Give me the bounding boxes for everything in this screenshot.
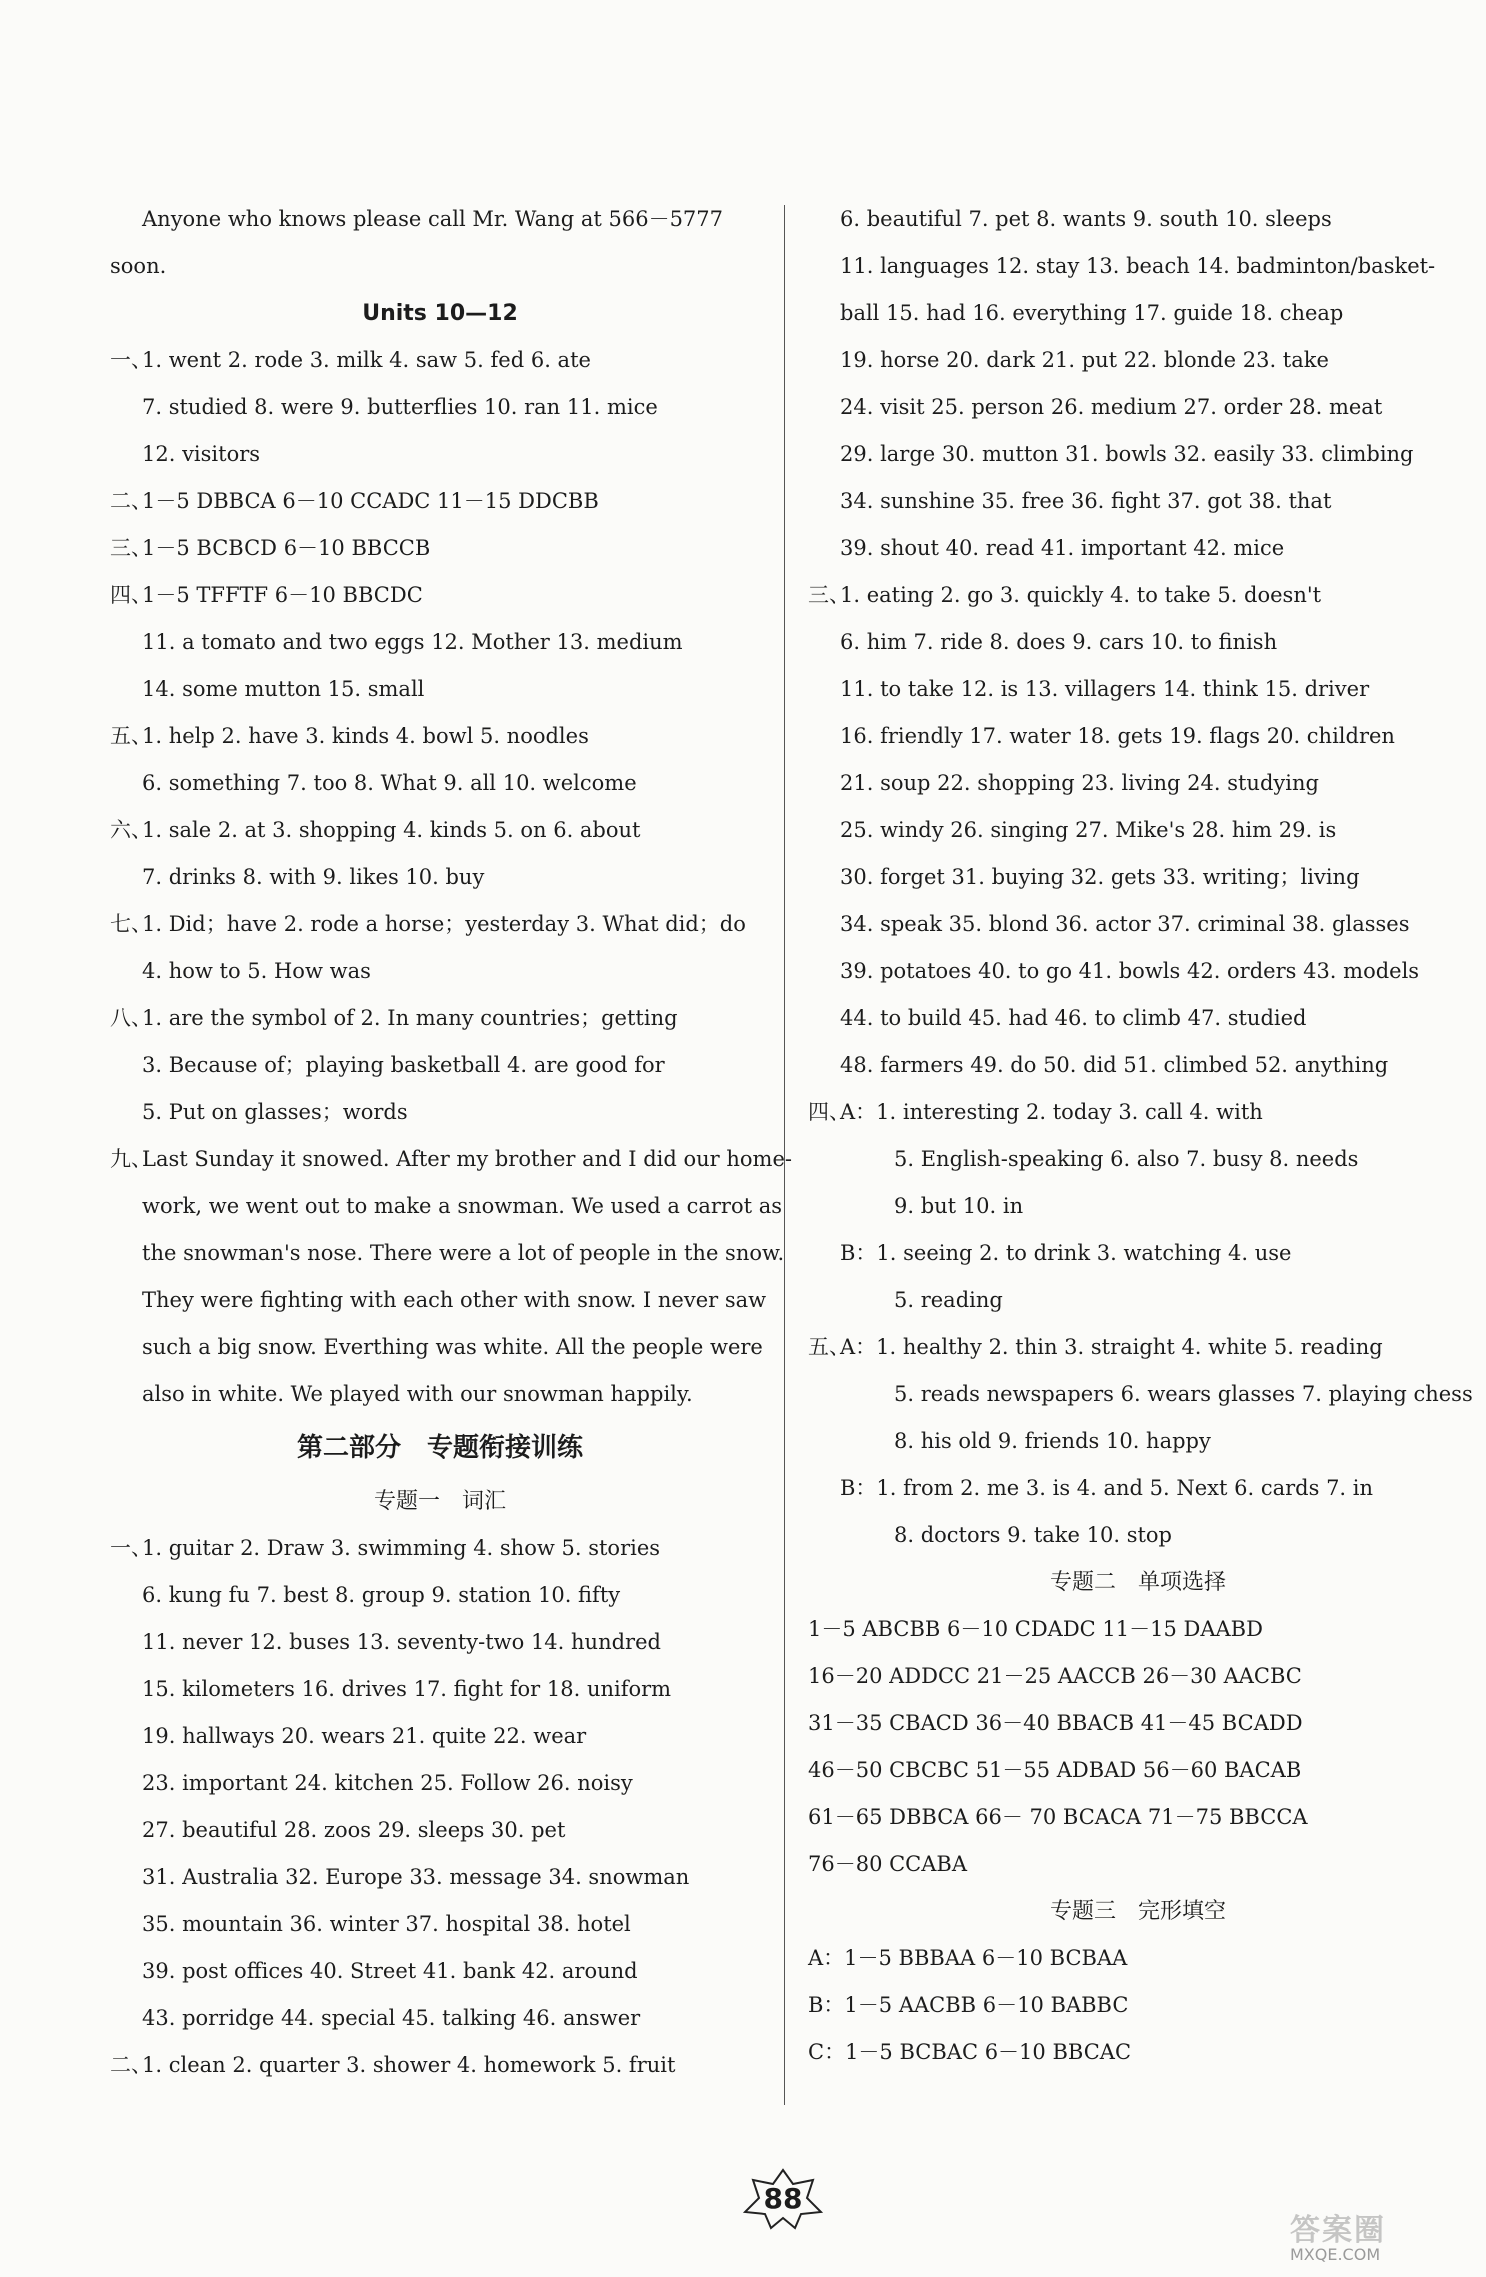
answer-line [808, 290, 1468, 337]
answer-line [110, 478, 770, 525]
line-text: 5. reading [894, 1288, 1003, 1312]
line-text: 6. something 7. too 8. What 9. all 10. welcome [142, 771, 637, 795]
answer-line [110, 243, 770, 290]
answer-line [808, 1747, 1468, 1794]
answer-line [110, 666, 770, 713]
answer-line [808, 1371, 1473, 1418]
answer-line [808, 1465, 1468, 1512]
answer-line [808, 1653, 1468, 1700]
line-text: 第二部分 专题衔接训练 [296, 1433, 583, 1463]
line-text: 专题一 词汇 [373, 1489, 506, 1514]
line-text: 23. important 24. kitchen 25. Follow 26. noisy [142, 1771, 633, 1795]
line-text: 35. mountain 36. winter 37. hospital 38. hotel [142, 1912, 631, 1936]
question-number: 一、 [110, 1536, 152, 1560]
line-text: 39. potatoes 40. to go 41. bowls 42. orders 43. models [840, 959, 1420, 983]
answer-line [110, 525, 770, 572]
question-number: 四、 [110, 583, 152, 607]
answer-line [110, 196, 770, 243]
answer-line [110, 1183, 783, 1230]
answer-line [110, 1324, 770, 1371]
line-text: 1. eating 2. go 3. quickly 4. to take 5. doesn't [840, 583, 1322, 607]
line-text: 34. speak 35. blond 36. actor 37. criminal 38. glasses [840, 912, 1410, 936]
line-text: 21. soup 22. shopping 23. living 24. studying [840, 771, 1319, 795]
line-text: 44. to build 45. had 46. to climb 47. studied [840, 1006, 1307, 1030]
answer-line [110, 901, 770, 948]
line-text: 24. visit 25. person 26. medium 27. order 28. meat [840, 395, 1383, 419]
answer-line [808, 525, 1468, 572]
line-text: 1. clean 2. quarter 3. shower 4. homework 5. fruit [142, 2053, 676, 2077]
answer-line [808, 431, 1468, 478]
line-text: 15. kilometers 16. drives 17. fight for 18. uniform [142, 1677, 672, 1701]
answer-line [110, 807, 770, 854]
question-number: 四、 [808, 1100, 850, 1124]
line-text: 3. Because of；playing basketball 4. are good for [142, 1053, 665, 1077]
line-text: 7. studied 8. were 9. butterflies 10. ran 11. mice [142, 395, 658, 419]
answer-line [808, 1136, 1468, 1183]
answer-line [808, 1418, 1468, 1465]
answer-line [110, 1995, 770, 2042]
line-text: 39. shout 40. read 41. important 42. mice [840, 536, 1285, 560]
answer-line [110, 948, 770, 995]
answer-line [110, 1042, 770, 1089]
line-text: 30. forget 31. buying 32. gets 33. writing；living [840, 865, 1360, 889]
section-heading [110, 1418, 770, 1478]
line-text: soon. [110, 254, 167, 278]
line-text: work, we went out to make a snowman. We used a carrot as [142, 1194, 783, 1218]
line-text: Units 10—12 [362, 301, 518, 326]
line-text: 11. to take 12. is 13. villagers 14. think 15. driver [840, 677, 1370, 701]
section-heading [110, 1478, 770, 1525]
answer-line [110, 854, 770, 901]
line-text: A：1. interesting 2. today 3. call 4. with [840, 1100, 1263, 1124]
line-text: 39. post offices 40. Street 41. bank 42. around [142, 1959, 638, 1983]
line-text: 1. went 2. rode 3. milk 4. saw 5. fed 6. ate [142, 348, 591, 372]
answer-line [110, 1572, 770, 1619]
answer-line [808, 1230, 1468, 1277]
line-text: 专题二 单项选择 [1049, 1570, 1226, 1595]
answer-line [808, 1794, 1468, 1841]
line-text: 1. guitar 2. Draw 3. swimming 4. show 5. stories [142, 1536, 661, 1560]
answer-line [808, 854, 1468, 901]
answer-line [110, 1807, 770, 1854]
answer-line [110, 384, 770, 431]
line-text: 76－80 CCABA [808, 1852, 968, 1876]
answer-line [110, 431, 770, 478]
page-number-text: 88 [763, 2182, 803, 2215]
question-number: 一、 [110, 348, 152, 372]
line-text: A：1. healthy 2. thin 3. straight 4. white 5. reading [840, 1335, 1383, 1359]
answer-line [110, 337, 770, 384]
answer-line [110, 1713, 770, 1760]
section-heading [808, 1888, 1468, 1935]
answer-line [808, 1982, 1468, 2029]
line-text: 5. Put on glasses；words [142, 1100, 408, 1124]
answer-line [808, 337, 1468, 384]
watermark-logo: 答案圈 [1290, 2213, 1386, 2248]
answer-line [110, 1277, 770, 1324]
answer-line [110, 1854, 770, 1901]
line-text: 61－65 DBBCA 66－ 70 BCACA 71－75 BBCCA [808, 1805, 1308, 1829]
answer-line [110, 1525, 770, 1572]
answer-line [110, 1230, 785, 1277]
line-text: 5. English-speaking 6. also 7. busy 8. needs [894, 1147, 1359, 1171]
left-column [110, 196, 792, 2089]
line-text: 6. him 7. ride 8. does 9. cars 10. to finish [840, 630, 1278, 654]
answer-line [808, 478, 1468, 525]
answer-line [110, 760, 770, 807]
line-text: 19. hallways 20. wears 21. quite 22. wear [142, 1724, 587, 1748]
answer-line [808, 1700, 1468, 1747]
line-text: 6. kung fu 7. best 8. group 9. station 10. fifty [142, 1583, 621, 1607]
line-text: 29. large 30. mutton 31. bowls 32. easily 33. climbing [840, 442, 1414, 466]
section-heading [808, 1559, 1468, 1606]
line-text: B：1. seeing 2. to drink 3. watching 4. use [840, 1241, 1292, 1265]
question-number: 七、 [110, 912, 152, 936]
line-text: 11. a tomato and two eggs 12. Mother 13. medium [142, 630, 683, 654]
line-text: such a big snow. Everthing was white. All the people were [142, 1335, 763, 1359]
line-text: the snowman's nose. There were a lot of people in the snow. [142, 1241, 785, 1265]
answer-line [110, 2042, 770, 2089]
section-heading [110, 290, 770, 337]
answer-line [808, 1606, 1468, 1653]
line-text: 6. beautiful 7. pet 8. wants 9. south 10. sleeps [840, 207, 1332, 231]
answer-line [808, 760, 1468, 807]
line-text: 专题三 完形填空 [1049, 1899, 1226, 1924]
line-text: 7. drinks 8. with 9. likes 10. buy [142, 865, 485, 889]
answer-line [110, 1089, 770, 1136]
question-number: 三、 [110, 536, 152, 560]
answer-line [808, 901, 1468, 948]
line-text: 11. never 12. buses 13. seventy-two 14. hundred [142, 1630, 661, 1654]
answer-line [110, 1666, 770, 1713]
line-text: 16－20 ADDCC 21－25 AACCB 26－30 AACBC [808, 1664, 1302, 1688]
question-number: 六、 [110, 818, 152, 842]
answer-line [808, 666, 1468, 713]
answer-line [808, 1042, 1468, 1089]
line-text: 48. farmers 49. do 50. did 51. climbed 52. anything [840, 1053, 1389, 1077]
line-text: Anyone who knows please call Mr. Wang at 566－5777 [142, 207, 724, 231]
answer-line [808, 807, 1468, 854]
line-text: 12. visitors [142, 442, 261, 466]
answer-line [808, 243, 1468, 290]
line-text: C：1－5 BCBAC 6－10 BBCAC [808, 2040, 1132, 2064]
answer-line [808, 1324, 1468, 1371]
line-text: 19. horse 20. dark 21. put 22. blonde 23. take [840, 348, 1329, 372]
answer-line [808, 2029, 1468, 2076]
answer-line [808, 572, 1468, 619]
line-text: also in white. We played with our snowman happily. [142, 1382, 693, 1406]
line-text: 1. help 2. have 3. kinds 4. bowl 5. noodles [142, 724, 589, 748]
answer-line [808, 384, 1468, 431]
line-text: 1. sale 2. at 3. shopping 4. kinds 5. on 6. about [142, 818, 641, 842]
answer-line [808, 1089, 1468, 1136]
right-column [808, 196, 1473, 2076]
line-text: 1－5 TFFTF 6－10 BBCDC [142, 583, 423, 607]
answer-line [110, 1760, 770, 1807]
answer-line [808, 1841, 1468, 1888]
line-text: 5. reads newspapers 6. wears glasses 7. playing chess [894, 1382, 1473, 1406]
line-text: 27. beautiful 28. zoos 29. sleeps 30. pet [142, 1818, 566, 1842]
answer-line [808, 713, 1468, 760]
line-text: 11. languages 12. stay 13. beach 14. badminton/basket- [840, 254, 1436, 278]
answer-line [110, 1948, 770, 1995]
line-text: 4. how to 5. How was [142, 959, 371, 983]
answer-line [110, 713, 770, 760]
line-text: 34. sunshine 35. free 36. fight 37. got 38. that [840, 489, 1332, 513]
answer-line [808, 1935, 1468, 1982]
question-number: 三、 [808, 583, 850, 607]
line-text: They were fighting with each other with snow. I never saw [142, 1288, 767, 1312]
column-divider [784, 205, 785, 2105]
watermark [1290, 2205, 1480, 2271]
answer-line [808, 995, 1468, 1042]
answer-line [110, 572, 770, 619]
answer-line [110, 619, 770, 666]
question-number: 八、 [110, 1006, 152, 1030]
page-number [743, 2168, 823, 2230]
question-number: 二、 [110, 2053, 152, 2077]
question-number: 九、 [110, 1147, 152, 1171]
line-text: 46－50 CBCBC 51－55 ADBAD 56－60 BACAB [808, 1758, 1302, 1782]
line-text: B：1－5 AACBB 6－10 BABBC [808, 1993, 1129, 2017]
line-text: 8. his old 9. friends 10. happy [894, 1429, 1211, 1453]
line-text: 1－5 ABCBB 6－10 CDADC 11－15 DAABD [808, 1617, 1263, 1641]
line-text: 8. doctors 9. take 10. stop [894, 1523, 1173, 1547]
answer-line [808, 1277, 1468, 1324]
line-text: ball 15. had 16. everything 17. guide 18. cheap [840, 301, 1344, 325]
line-text: 1. are the symbol of 2. In many countries；getting [142, 1006, 678, 1030]
answer-line [808, 948, 1468, 995]
answer-line [110, 1136, 792, 1183]
line-text: 1－5 BCBCD 6－10 BBCCB [142, 536, 431, 560]
line-text: 31－35 CBACD 36－40 BBACB 41－45 BCADD [808, 1711, 1303, 1735]
line-text: 31. Australia 32. Europe 33. message 34. snowman [142, 1865, 690, 1889]
answer-line [808, 619, 1468, 666]
watermark-url: MXQE.COM [1290, 2245, 1381, 2264]
line-text: 1. Did；have 2. rode a horse；yesterday 3. What did；do [142, 912, 746, 936]
line-text: 1－5 DBBCA 6－10 CCADC 11－15 DDCBB [142, 489, 599, 513]
answer-line [110, 1619, 770, 1666]
question-number: 二、 [110, 489, 152, 513]
line-text: B：1. from 2. me 3. is 4. and 5. Next 6. cards 7. in [840, 1476, 1374, 1500]
answer-line [110, 995, 770, 1042]
answer-line [110, 1371, 770, 1418]
line-text: 9. but 10. in [894, 1194, 1024, 1218]
answer-line [808, 1183, 1468, 1230]
question-number: 五、 [808, 1335, 850, 1359]
question-number: 五、 [110, 724, 152, 748]
answer-line [808, 196, 1468, 243]
line-text: 14. some mutton 15. small [142, 677, 425, 701]
line-text: Last Sunday it snowed. After my brother and I did our home- [142, 1147, 792, 1171]
line-text: A：1－5 BBBAA 6－10 BCBAA [808, 1946, 1128, 1970]
line-text: 25. windy 26. singing 27. Mike's 28. him 29. is [840, 818, 1337, 842]
answer-line [110, 1901, 770, 1948]
answer-line [808, 1512, 1468, 1559]
line-text: 16. friendly 17. water 18. gets 19. flags 20. children [840, 724, 1395, 748]
line-text: 43. porridge 44. special 45. talking 46. answer [142, 2006, 641, 2030]
